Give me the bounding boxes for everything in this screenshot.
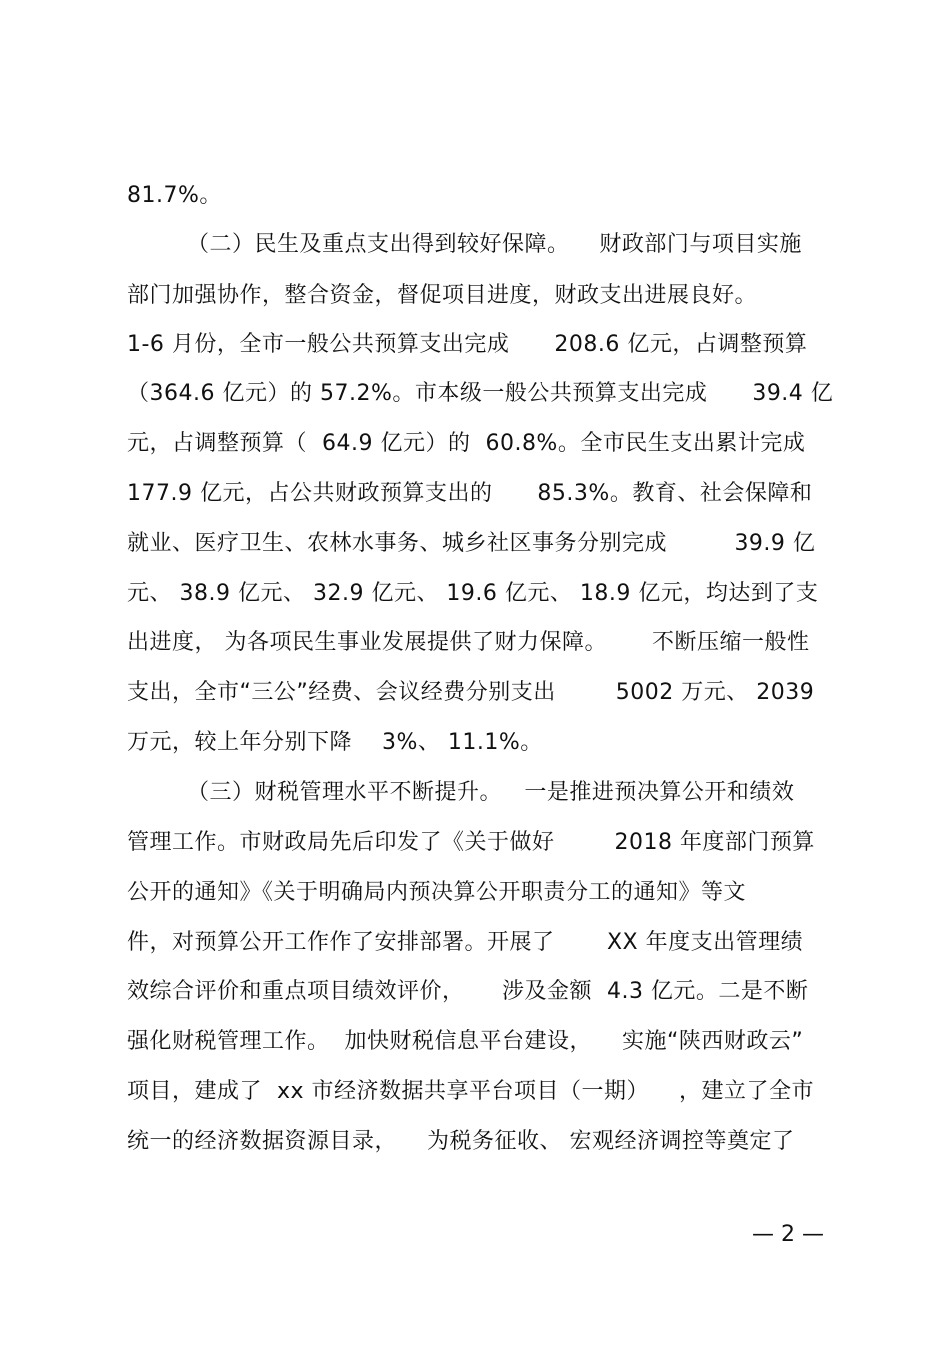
text-line: 管理工作。市财政局先后印发了《关于做好 2018 年度部门预算 [127,830,815,855]
text-line: 出进度， 为各项民生事业发展提供了财力保障。 不断压缩一般性 [127,630,810,655]
text-line: 效综合评价和重点项目绩效评价， 涉及金额 4.3 亿元。二是不断 [127,979,809,1004]
text-line: 部门加强协作，整合资金，督促项目进度，财政支出进展良好。 [127,283,758,308]
page-number: — 2 — [752,1222,824,1247]
text-line: 1-6 月份，全市一般公共预算支出完成 208.6 亿元，占调整预算 [127,332,808,357]
text-line: 就业、医疗卫生、农林水事务、城乡社区事务分别完成 39.9 亿 [127,531,816,556]
text-line: （364.6 亿元）的 57.2%。市本级一般公共预算支出完成 39.4 亿 [127,381,834,406]
text-line: （二）民生及重点支出得到较好保障。 财政部门与项目实施 [127,232,802,257]
text-line: 支出，全市“三公”经费、会议经费分别支出 5002 万元、 2039 [127,680,815,705]
text-line: 万元，较上年分别下降 3%、 11.1%。 [127,730,543,755]
text-line: 元、 38.9 亿元、 32.9 亿元、 19.6 亿元、 18.9 亿元，均达到了支 [127,581,819,606]
text-line: 元，占调整预算（ 64.9 亿元）的 60.8%。全市民生支出累计完成 [127,431,806,456]
text-line: 项目，建成了 xx 市经济数据共享平台项目（一期） ，建立了全市 [127,1079,814,1104]
text-line: 强化财税管理工作。 加快财税信息平台建设， 实施“陕西财政云” [127,1029,804,1054]
text-line: （三）财税管理水平不断提升。 一是推进预决算公开和绩效 [127,780,795,805]
text-line: 177.9 亿元，占公共财政预算支出的 85.3%。教育、社会保障和 [127,481,813,506]
text-line: 81.7%。 [127,183,222,208]
text-line: 统一的经济数据资源目录， 为税务征收、 宏观经济调控等奠定了 [127,1129,795,1154]
text-line: 件，对预算公开工作作了安排部署。开展了 XX 年度支出管理绩 [127,930,804,955]
text-line: 公开的通知》《关于明确局内预决算公开职责分工的通知》等文 [127,880,747,905]
